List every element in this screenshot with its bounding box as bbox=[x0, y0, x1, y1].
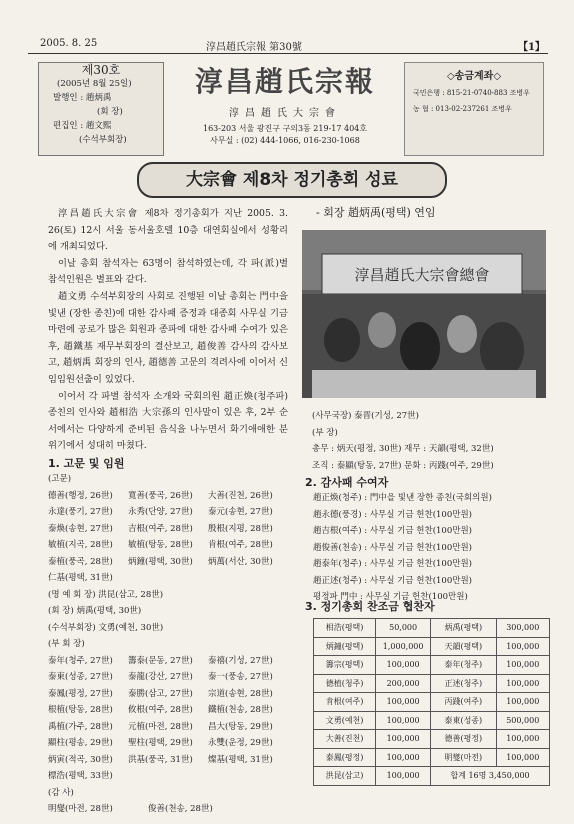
header-date: 2005. 8. 25 bbox=[40, 38, 98, 49]
table-cell: 100,000 bbox=[496, 674, 549, 693]
list-item: 泰禧(기성, 27世) bbox=[208, 655, 273, 666]
list-item: 元植(마전, 28世) bbox=[128, 721, 193, 732]
list-item: 顯柱(평송, 29世) bbox=[48, 738, 113, 748]
list-item: 籌泰(문동, 27世) bbox=[128, 655, 193, 666]
auditor-row bbox=[48, 801, 293, 818]
table-cell: 明燮(마전) bbox=[431, 748, 496, 767]
auditor-label: (감 사) bbox=[48, 787, 74, 798]
masthead-banner bbox=[170, 62, 400, 154]
award-item: 평정파 門中 : 사무실 기금 헌찬(100만원) bbox=[313, 592, 468, 602]
table-row bbox=[314, 674, 550, 693]
award-item: 趙俊善(천송) : 사무실 기금 헌찬(100만원) bbox=[313, 542, 472, 553]
table-cell: 正述(청주) bbox=[431, 674, 496, 693]
section-title: 3. 정기총회 찬조금 협찬자 bbox=[305, 600, 435, 613]
table-cell: 500,000 bbox=[496, 711, 549, 730]
table-row bbox=[314, 637, 550, 656]
list-item: 炳萬(서산, 30世) bbox=[208, 556, 273, 567]
table-cell: 100,000 bbox=[496, 637, 549, 656]
table-cell: 1,000,000 bbox=[376, 637, 431, 656]
address: 163-203 서울 광진구 구의3동 219-17 404호 bbox=[202, 124, 368, 133]
list-item: 敏植(지곡, 28世) bbox=[48, 540, 113, 550]
editor: 편집인 : 趙文熙 bbox=[53, 121, 112, 131]
table-cell: 泰鳳(평정) bbox=[314, 748, 376, 767]
table-cell: 炳禹(평택) bbox=[431, 619, 496, 638]
list-item: 吉根(여주, 28世) bbox=[128, 523, 193, 534]
honorary-president: (명 예 회 장) 洪昆(삼고, 28世) bbox=[48, 589, 164, 600]
list-item: 肯根(여주, 28世) bbox=[208, 540, 273, 550]
phone: 사무실 : (02) 444-1066, 016-230-1068 bbox=[210, 136, 360, 145]
table-row bbox=[314, 730, 550, 749]
advisor-row bbox=[48, 554, 293, 571]
list-item: 泰一(풍송, 27世) bbox=[208, 672, 273, 682]
vp-row bbox=[48, 669, 293, 686]
list-item: 明燮(마전, 28世) bbox=[48, 804, 113, 814]
vp-row bbox=[48, 719, 293, 736]
list-item: 泰煥(송현, 27世) bbox=[48, 523, 113, 534]
list-item: 燦基(평택, 31世) bbox=[208, 754, 273, 765]
list-item: 敏植(탕동, 28世) bbox=[128, 540, 193, 550]
section-title: 1. 고문 및 임원 bbox=[48, 457, 125, 470]
table-cell: 丙踐(여주) bbox=[431, 693, 496, 712]
advisors-section bbox=[48, 455, 293, 818]
vice-label: (부 장) bbox=[312, 427, 338, 438]
list-item: 攸根(여주, 28世) bbox=[128, 705, 193, 715]
vp-row bbox=[48, 686, 293, 703]
organization-name: 淳昌趙氏大宗會 bbox=[229, 108, 341, 119]
advisor-row bbox=[48, 537, 293, 554]
table-row bbox=[314, 656, 550, 675]
award-item: 趙泰年(청주) : 사무실 기금 헌찬(100만원) bbox=[313, 559, 472, 569]
advisor-row bbox=[48, 504, 293, 521]
officers-line-1: 총무 : 炳天(평정, 30世) 재무 : 天韻(평택, 32世) bbox=[312, 444, 494, 454]
table-cell: 300,000 bbox=[496, 619, 549, 638]
list-item: 泰植(풍곡, 28世) bbox=[48, 556, 113, 567]
list-item: 炳鐘(평택, 30世) bbox=[128, 556, 193, 567]
list-item: 德善(행정, 26世) bbox=[48, 490, 113, 501]
list-item: 永雙(운정, 29世) bbox=[208, 738, 273, 748]
table-cell: 泰東(성종) bbox=[431, 711, 496, 730]
donors-section bbox=[305, 598, 550, 786]
publisher: 발행인 : 趙炳禹 bbox=[53, 93, 112, 103]
table-cell: 50,000 bbox=[376, 619, 431, 638]
advisor-label: (고문) bbox=[48, 474, 72, 484]
table-cell: 100,000 bbox=[376, 748, 431, 767]
table-cell: 炳鐘(평택) bbox=[314, 637, 376, 656]
issue-number: 제30호 bbox=[81, 63, 121, 77]
table-row bbox=[314, 748, 550, 767]
list-item: 宗道(송현, 28世) bbox=[208, 688, 273, 699]
issue-date: (2005년 8월 25일) bbox=[57, 79, 132, 89]
donors-table bbox=[313, 618, 550, 786]
table-cell: 100,000 bbox=[376, 656, 431, 675]
table-row bbox=[314, 767, 550, 786]
article-paragraph: 이날 총회 참석자는 63명이 참석하였는데, 각 파(派)별 참석인원은 별표와 같다. bbox=[48, 257, 288, 286]
table-row bbox=[314, 619, 550, 638]
list-item: 泰東(성종, 27世) bbox=[48, 672, 113, 682]
list-item: 聖柱(평택, 29世) bbox=[128, 738, 193, 748]
list-item: 根植(탕동, 28世) bbox=[48, 705, 113, 715]
list-item: 洪基(풍곡, 31世) bbox=[128, 754, 193, 765]
award-item: 趙正煥(청주) : 門中을 빛낸 장한 종친(국회의원) bbox=[313, 493, 492, 503]
list-item: 殷根(지평, 28世) bbox=[208, 523, 273, 534]
issue-info-box bbox=[38, 62, 164, 156]
section-title: 2. 감사패 수여자 bbox=[305, 476, 389, 489]
list-item: 泰鳳(평정, 27世) bbox=[48, 688, 113, 699]
bank-account-box bbox=[404, 62, 544, 156]
table-cell: 泰年(청주) bbox=[431, 656, 496, 675]
header-page-number: 【1】 bbox=[518, 42, 545, 53]
table-cell: 100,000 bbox=[496, 730, 549, 749]
awards-section bbox=[305, 474, 545, 606]
table-cell: 德善(평정) bbox=[431, 730, 496, 749]
senior-vice-president: (수석부회장) 文勇(예천, 30世) bbox=[48, 622, 164, 633]
table-cell: 文勇(예천) bbox=[314, 711, 376, 730]
vp-label: (부 회 장) bbox=[48, 639, 85, 649]
list-item: 俊善(천송, 28世) bbox=[148, 804, 213, 814]
list-item: 永達(풍기, 27世) bbox=[48, 507, 113, 517]
table-cell: 100,000 bbox=[496, 656, 549, 675]
list-item: 泰年(청주, 27世) bbox=[48, 655, 113, 666]
award-item: 趙吉根(여주) : 사무실 기금 헌찬(100만원) bbox=[313, 526, 472, 536]
article-body bbox=[48, 206, 288, 455]
list-item: 大善(진천, 26世) bbox=[208, 490, 273, 501]
list-item: 炳寅(적곡, 30世) bbox=[48, 754, 113, 765]
vp-row bbox=[48, 653, 293, 670]
list-item: 寬善(풍곡, 26世) bbox=[128, 490, 193, 501]
header-rule bbox=[28, 53, 548, 54]
editor-role: (수석부회장) bbox=[79, 135, 127, 145]
table-cell: 天韻(평택) bbox=[431, 637, 496, 656]
photo-banner-text: 淳昌趙氏大宗會總會 bbox=[354, 266, 490, 284]
meeting-photo bbox=[302, 230, 546, 398]
advisor-last: 仁基(평택, 31世) bbox=[48, 573, 113, 583]
table-cell: 大善(진천) bbox=[314, 730, 376, 749]
bank-line-2: 농 협 : 013-02-237261 조병우 bbox=[413, 105, 512, 113]
list-item: 泰元(송현, 27世) bbox=[208, 507, 273, 517]
table-cell: 100,000 bbox=[496, 693, 549, 712]
advisor-row bbox=[48, 488, 293, 505]
officers-block bbox=[312, 408, 544, 474]
article-paragraph: 趙文勇 수석부회장의 사회로 진행된 이날 총회는 門中을 빛낸 (장한 종친)에 대한 감사패 증정과 대종회 사무실 기금 마련에 공로가 많은 회원과 종파에 대한 감사패 수여가 있은 후, 趙鐵基 재무부회장의 결산보고, 趙俊善 감사의 감사보고, 趙炳禹 회장의 인사, 趙德善 고문의 격려사에 이어서 신임임원선출이 있었다. bbox=[48, 290, 288, 385]
table-cell: 200,000 bbox=[376, 674, 431, 693]
list-item: 泰勝(삼고, 27世) bbox=[128, 688, 193, 699]
bank-heading: ◇송금계좌◇ bbox=[446, 71, 502, 82]
headline: 大宗會 제8차 정기총회 성료 bbox=[137, 162, 447, 198]
advisor-row bbox=[48, 521, 293, 538]
newspaper-title: 淳昌趙氏宗報 bbox=[194, 65, 375, 98]
table-cell: 肯根(여주) bbox=[314, 693, 376, 712]
secretary-line: (사무국장) 泰晋(기성, 27世) bbox=[312, 411, 419, 421]
article-paragraph: 이어서 각 파별 참석자 소개와 국회의원 趙正煥(청주파) 종친의 인사와 趙相浩 大宗孫의 인사말이 있은 후, 2부 순서에서는 다양하게 준비된 음식을 나누면서 화기애애한 분위기에서 성대히 마쳤다. bbox=[48, 390, 288, 452]
list-item: 昌大(탕동, 29世) bbox=[208, 721, 273, 732]
bank-line-1: 국민은행 : 815-21-0740-883 조병우 bbox=[413, 89, 530, 97]
list-item: 鐵植(천송, 28世) bbox=[208, 705, 273, 715]
table-cell: 相浩(평택) bbox=[314, 619, 376, 638]
list-item: 禹植(가주, 28世) bbox=[48, 721, 113, 732]
vp-row bbox=[48, 752, 293, 769]
list-item: 泰龍(강산, 27世) bbox=[128, 672, 193, 682]
table-cell: 100,000 bbox=[376, 693, 431, 712]
vp-row bbox=[48, 702, 293, 719]
total-cell: 합계 16명 3,450,000 bbox=[431, 767, 550, 786]
officers-line-2: 조직 : 泰顯(탕동, 27世) 문화 : 丙踐(여주, 29世) bbox=[312, 460, 494, 471]
header-paper-name: 淳昌趙氏宗報 第30號 bbox=[206, 42, 302, 53]
table-cell: 洪昆(삼고) bbox=[314, 767, 376, 786]
table-cell: 100,000 bbox=[376, 730, 431, 749]
award-item: 趙永德(풍경) : 사무실 기금 헌찬(100만원) bbox=[313, 509, 472, 520]
vp-row bbox=[48, 735, 293, 752]
table-cell: 籌宗(평택) bbox=[314, 656, 376, 675]
table-cell: 德植(청주) bbox=[314, 674, 376, 693]
photo-caption: - 회장 趙炳禹(평택) 연임 bbox=[316, 206, 436, 219]
list-item: 永秀(단양, 27世) bbox=[128, 507, 193, 517]
table-cell: 100,000 bbox=[496, 748, 549, 767]
president: (회 장) 炳禹(평택, 30世) bbox=[48, 606, 142, 616]
award-item: 趙正述(청주) : 사무실 기금 헌찬(100만원) bbox=[313, 575, 472, 586]
table-row bbox=[314, 693, 550, 712]
table-cell: 100,000 bbox=[376, 767, 431, 786]
vp-last: 標浩(평택, 33世) bbox=[48, 771, 113, 781]
article-paragraph: 淳昌趙氏大宗會 제8차 정기총회가 지난 2005. 3. 26(토) 12시 서울 동서울호텔 10층 대연회실에서 성황리에 개최되었다. bbox=[48, 208, 288, 253]
publisher-role: (회 장) bbox=[97, 107, 123, 117]
table-row bbox=[314, 711, 550, 730]
table-cell: 100,000 bbox=[376, 711, 431, 730]
